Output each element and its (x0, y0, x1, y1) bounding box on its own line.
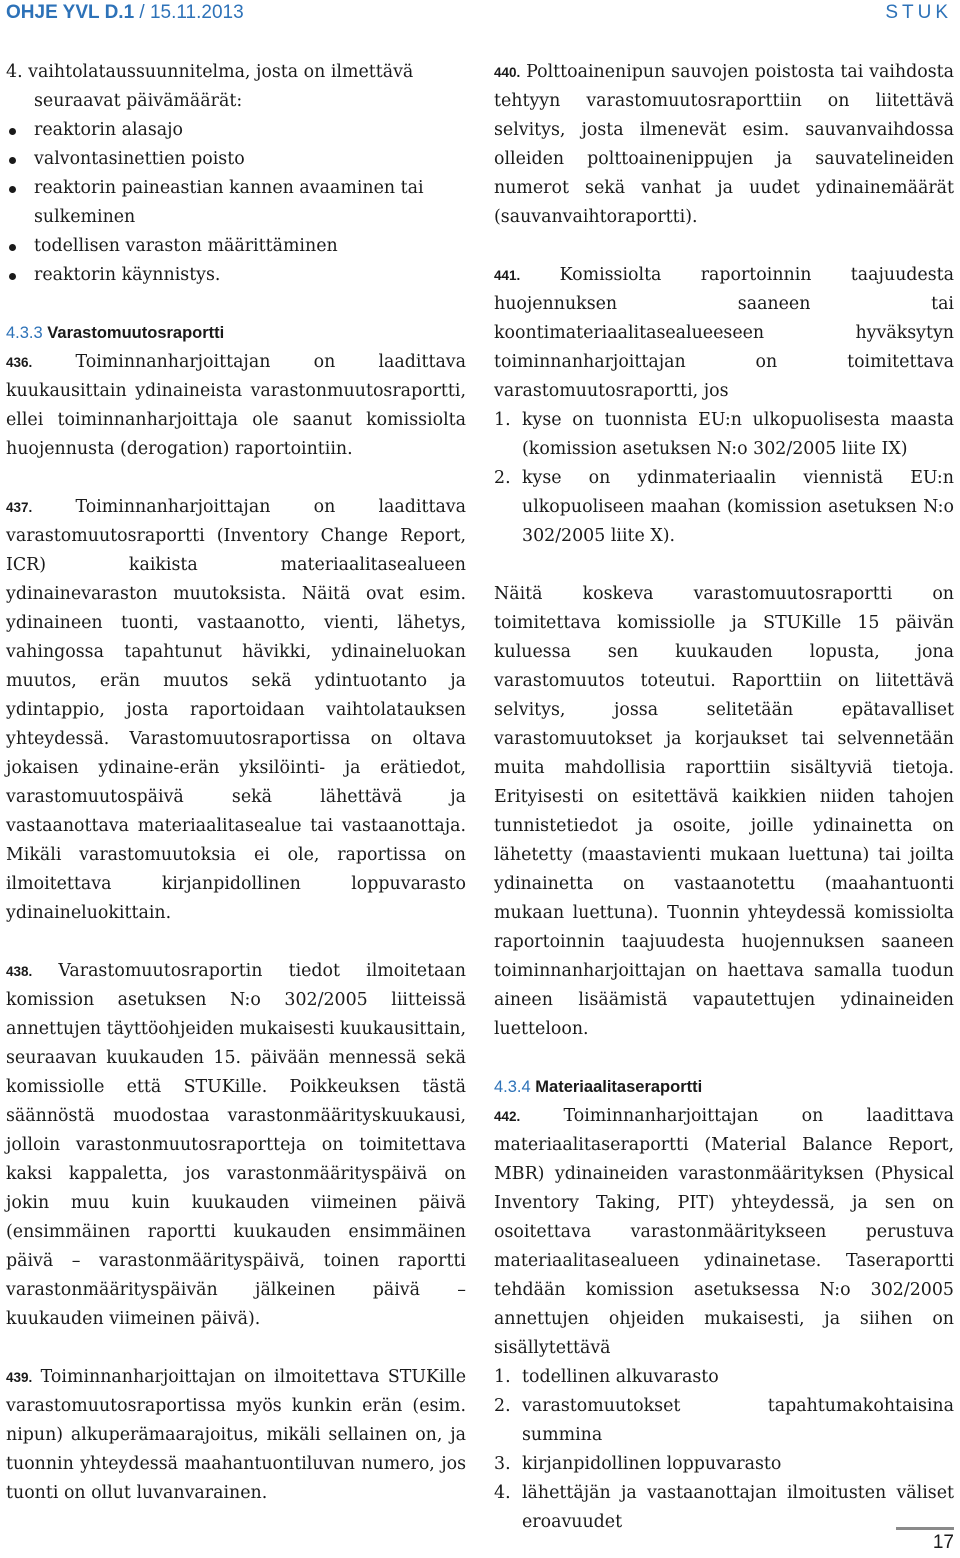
list-item: 3. kirjanpidollinen loppuvarasto (494, 1454, 782, 1474)
paragraph-436: 436. Toiminnanharjoittajan on laadittava kuukausittain ydinaineista varastonmuutosraportti, ellei toiminnanharjoittaja ole saanut komissiolta huojennusta (derogation) raportointiin. (6, 352, 466, 459)
paragraph-441-continued: Näitä koskeva varastomuutosraportti on toimitettava komissiolle ja STUKille 15 päivän kuluessa sen kuukauden lopusta, jona varastomuutos toteutui. Raporttiin on liitettävä selvitys, jossa selitetään epätavalliset varastomuutokset ja korjaukset tai selvennetään muita mahdollisia raporttiin sisältyviä tietoja. Erityisesti on esitettävä kaikkien niiden tahojen tunnistetiedot ja osoite, joille ydinainetta on lähetetty (maastavienti mukaan luettuna) tai joilta ydinainetta on vastaanotettu (maahantuonti mukaan luettuna). Tuonnin yhteydessä komissiolta raportoinnin taajuudesta huojennuksen saaneen toiminnanharjoittajan on haettava samalla tuodun aineen lisäämistä vapautettujen ydinaineiden luetteloon. (494, 584, 954, 1039)
header-doc-id: OHJE YVL D.1 / 15.11.2013 (6, 2, 244, 23)
paragraph-438: 438. Varastomuutosraportin tiedot ilmoitetaan komission asetuksen N:o 302/2005 liitteissä annettujen täyttöohjeiden mukaisesti kuukausittain, seuraavan kuukauden 15. päivään mennessä sekä komissiolle että STUKille. Poikkeuksen tästä säännöstä muodostaa varastonmäärityskuukausi, jolloin varastonmuutosraportteja on toimitettava kaksi kappaletta, jos varastonmäärityspäivä on jokin muu kuin kuukauden viimeinen päivä (ensimmäinen raportti kuukauden ensimmäinen päivä – varastonmäärityspäivä, toinen raportti varastonmäärityspäivän jälkeinen päivä – kuukauden viimeinen päivä). (6, 961, 466, 1329)
paragraph-439: 439. Toiminnanharjoittajan on ilmoitettava STUKille varastomuutosraportissa myös kunkin erän (esim. nipun) alkuperämaarajoitus, mikäli sellainen on, ja tuonnin yhteydessä maahantuontiluvan numero, jos tuonti on ollut luvanvarainen. (6, 1367, 466, 1503)
header-org: STUK (885, 2, 952, 23)
paragraph-442: 442. Toiminnanharjoittajan on laadittava materiaalitaseraportti (Material Balance Report, MBR) ydinaineiden varastonmäärityksen (Physical Inventory Taking, PIT) yhteydessä, ja sen on osoitettava varastonmääritykseen perustuva materiaalitasealueen ydinainetase. Taseraportti tehdään komission asetuksessa N:o 302/2005 annettujen ohjeiden mukaisesti, ja siihen on sisällytettävä (494, 1106, 954, 1358)
paragraph-440: 440. Polttoainenipun sauvojen poistosta tai vaihdosta tehtyyn varastomuutosraporttiin on liitettävä selvitys, josta ilmenevät esim. sauvanvaihdossa olleiden polttoainenippujen ja sauvatelineiden numerot sekä vanhat ja uudet ydinainemäärät (sauvanvaihtoraportti). (494, 62, 954, 227)
list-item-4-line1: 4. vaihtolataussuunnitelma, josta on ilmettävä (6, 62, 414, 82)
numbered-list-441 (494, 406, 954, 551)
list-item: 2. varastomuutokset tapahtumakohtaisina summina (494, 1396, 954, 1445)
numbered-list-442 (494, 1363, 954, 1537)
paragraph-441: 441. Komissiolta raportoinnin taajuudesta huojennuksen saaneen tai koontimateriaalitasealueeseen hyväksytyn toiminnanharjoittajan on toimitettava varastomuutosraportti, jos (494, 265, 954, 401)
bullet-list (6, 116, 466, 290)
page-header (6, 0, 956, 26)
list-item: 4. lähettäjän ja vastaanottajan ilmoitusten väliset eroavuudet (494, 1483, 954, 1532)
right-column (494, 58, 954, 1537)
paragraph-437: 437. Toiminnanharjoittajan on laadittava varastomuutosraportti (Inventory Change Report, ICR) kaikista materiaalitasealueen ydinainevaraston muutoksista. Näitä ovat esim. ydinaineen tuonti, vastaanotto, vienti, lähetys, vahingossa tapahtunut hävikki, ydinaineluokan muutos, erän muutos sekä ydintuotanto ja ydintappio, josta raportoidaan vaihtolatauksen yhteydessä. Varastomuutosraportissa on oltava jokaisen ydinaine-erän yksilöinti- ja erätiedot, varastomuutospäivä sekä lähettävä ja vastaanottava materiaalitasealue tai vastaanottaja. Mikäli varastomuutoksia ei ole, raportissa on ilmoitettava kirjanpidollinen loppuvarasto ydinaineluokittain. (6, 497, 466, 923)
bullet-item: reaktorin käynnistys. (6, 261, 466, 290)
bullet-item: reaktorin paineastian kannen avaaminen tai sulkeminen (6, 174, 466, 232)
list-item: 1. todellinen alkuvarasto (494, 1367, 719, 1387)
list-item: 2. kyse on ydinmateriaalin viennistä EU:n ulkopuoliseen maahan (komission asetuksen N:o 302/2005 liite X). (494, 468, 954, 546)
page-number: 17 (932, 1532, 954, 1553)
left-column (6, 58, 466, 1508)
bullet-item: valvontasinettien poisto (6, 145, 466, 174)
footer-rule (896, 1527, 954, 1530)
list-item-4 (6, 58, 466, 116)
section-heading-4-3-3: 4.3.3 Varastomuutosraportti (6, 324, 225, 342)
bullet-item: reaktorin alasajo (6, 116, 466, 145)
bullet-item: todellisen varaston määrittäminen (6, 232, 466, 261)
list-item: 1. kyse on tuonnista EU:n ulkopuolisesta maasta (komission asetuksen N:o 302/2005 liite IX) (494, 410, 954, 459)
section-heading-4-3-4: 4.3.4 Materiaalitaseraportti (494, 1078, 703, 1096)
list-item-4-line2: seuraavat päivämäärät: (34, 91, 243, 111)
